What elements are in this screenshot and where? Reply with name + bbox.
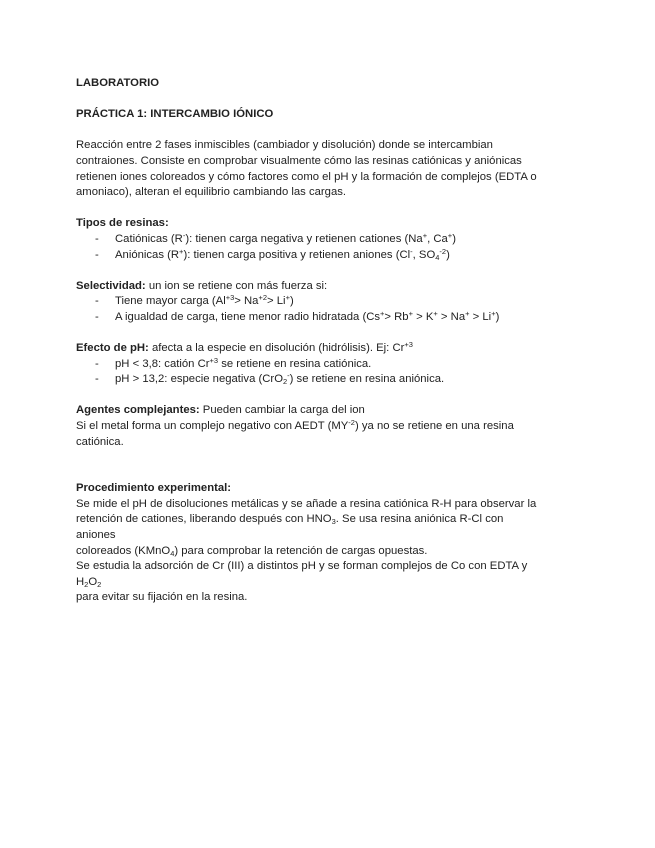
procedimiento-line: para evitar su fijación en la resina. [76,591,248,604]
procedimiento-section [76,481,546,606]
intro-line: contraiones. Consiste en comprobar visualmente cómo las resinas catiónicas y aniónicas [76,154,522,167]
list-item-ph-acido: - pH < 3,8: catión $Cr^{+3}$ se retiene en resina catiónica. [76,357,546,373]
intro-line: Reacción entre 2 fases inmiscibles (cambiador y disolución) donde se intercambian [76,139,493,152]
tipos-list [76,232,546,263]
intro-paragraph [76,138,546,200]
practice-title: PRÁCTICA 1: INTERCAMBIO IÓNICO [76,108,274,121]
list-item-ph-basico: - pH > 13,2: especie negativa (CrO$_2$-) se retiene en resina aniónica. [76,372,546,388]
complejantes-line: Si el metal forma un complejo negativo con AEDT $(MY^{-2})$ ya no se retiene en una resina [76,418,514,433]
list-item-radio: - A igualdad de carga, tiene menor radio hidratada (Cs+> Rb+ > K+ > Na+ > Li+) [76,310,546,326]
ph-section [76,341,546,388]
tipos-section [76,216,546,263]
procedimiento-line: Se estudia la adsorción de Cr (III) a distintos pH y se forman complejos de Co con EDTA y $H_2O_2$ [76,560,528,589]
document-heading: LABORATORIO [76,77,160,89]
procedimiento-line: Se mide el pH de disoluciones metálicas y se añade a resina catiónica R-H para observar la [76,497,537,510]
list-item-carga: - Tiene mayor carga $(Al^{+3}> Na^{+2}> Li^+)$ [76,294,546,310]
list-item-anionicas: - Aniónicas (R+): tienen carga positiva y retienen aniones (Cl-, $SO_4^{-2}$) [76,248,546,264]
procedimiento-line: coloreados (KMnO$_4$) para comprobar la retención de cargas opuestas. [76,544,428,558]
selectividad-section [76,279,546,326]
ph-intro: Efecto de pH: afecta a la especie en disolución (hidrólisis). Ej: $Cr^{+3}$ [76,340,413,355]
intro-line: retienen iones coloreados y cómo factores como el pH y la formación de complejos (EDTA o [76,170,537,183]
document-page [76,76,546,606]
tipos-title: Tipos de resinas: [76,217,169,230]
complejantes-line: catiónica. [76,435,124,448]
selectividad-intro: Selectividad: un ion se retiene con más fuerza si: [76,279,328,292]
intro-line: amoniaco), alteran el equilibrio cambiando las cargas. [76,186,347,199]
complejantes-section [76,403,546,450]
ph-list [76,357,546,388]
list-item-cationicas: - Catiónicas (R-): tienen carga negativa y retienen cationes (Na+, Ca+) [76,232,546,248]
procedimiento-line: retención de cationes, liberando después con $HNO_3$. Se usa resina aniónica R-Cl con aniones [76,513,504,542]
selectividad-list [76,294,546,325]
complejantes-intro: Agentes complejantes: Pueden cambiar la carga del ion [76,404,365,417]
procedimiento-title: Procedimiento experimental: [76,482,232,495]
